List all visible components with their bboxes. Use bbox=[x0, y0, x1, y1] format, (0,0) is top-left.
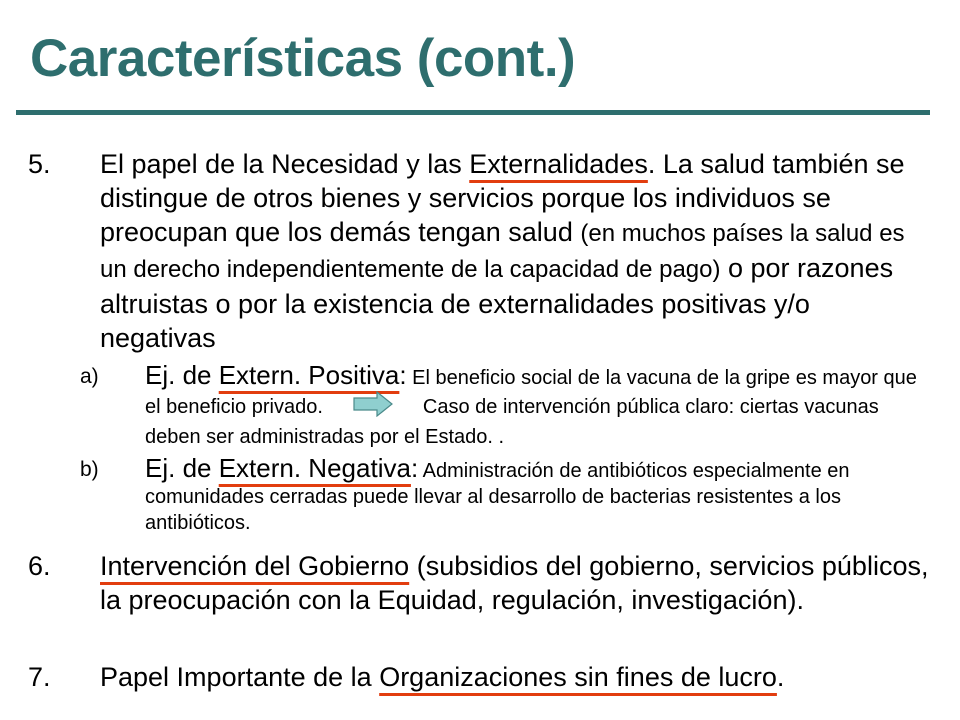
item-7-number: 7. bbox=[28, 662, 51, 692]
item-6-text bbox=[100, 549, 930, 617]
sub-b-text bbox=[145, 455, 925, 536]
item-5-number: 5. bbox=[28, 149, 51, 179]
sub-a-text1: El beneficio social de la vacuna de la gripe es mayor que el beneficio privado. bbox=[145, 367, 917, 418]
item-5-rest: . La salud también se distingue de otros bienes y servicios porque los individuos se preocupan que los demás tengan salud bbox=[100, 149, 905, 247]
sub-a-colon: : bbox=[399, 360, 407, 390]
right-arrow-icon bbox=[353, 391, 393, 424]
sub-a-text bbox=[145, 362, 925, 450]
sub-b-letter: b) bbox=[80, 458, 99, 481]
sub-b-lead: Ej. de bbox=[145, 453, 219, 483]
item-5-parenthetical: (en muchos países la salud es un derecho independientemente de la capacidad de pago) bbox=[100, 220, 905, 283]
sub-b-colon: : bbox=[410, 453, 419, 483]
item-7-lead: Papel Importante de la bbox=[100, 662, 380, 692]
sub-b-extern-negativa: Extern. Negativa bbox=[218, 453, 411, 483]
slide-title: Características (cont.) bbox=[30, 29, 576, 88]
item-7-organizaciones: Organizaciones sin fines de lucro bbox=[379, 662, 777, 692]
item-5-externalidades: Externalidades bbox=[469, 149, 648, 179]
sub-a-extern-positiva: Extern. Positiva bbox=[218, 360, 400, 390]
title-divider bbox=[16, 110, 930, 115]
sub-a-text2: Caso de intervención pública claro: ciertas vacunas deben ser administradas por el Estado. . bbox=[145, 395, 879, 448]
sub-b-body: Administración de antibióticos especialmente en comunidades cerradas puede llevar al desarrollo de bacterias resistentes a los antibióticos. bbox=[145, 460, 850, 534]
item-6-number: 6. bbox=[28, 551, 51, 581]
item-7-tail: . bbox=[776, 662, 785, 692]
item-5-lead: El papel de la Necesidad y las bbox=[100, 149, 470, 179]
item-6-rest: (subsidios del gobierno, servicios públicos, la preocupación con la Equidad, regulación, investigación). bbox=[100, 551, 929, 615]
sub-a-letter: a) bbox=[80, 365, 99, 388]
item-6-intervencion: Intervención del Gobierno bbox=[100, 551, 410, 581]
sub-a-lead: Ej. de bbox=[145, 360, 219, 390]
item-5-tail: o por razones altruistas o por la existencia de externalidades positivas y/o negativas bbox=[100, 253, 894, 353]
item-5-text bbox=[100, 147, 930, 355]
item-7-text bbox=[100, 660, 930, 694]
